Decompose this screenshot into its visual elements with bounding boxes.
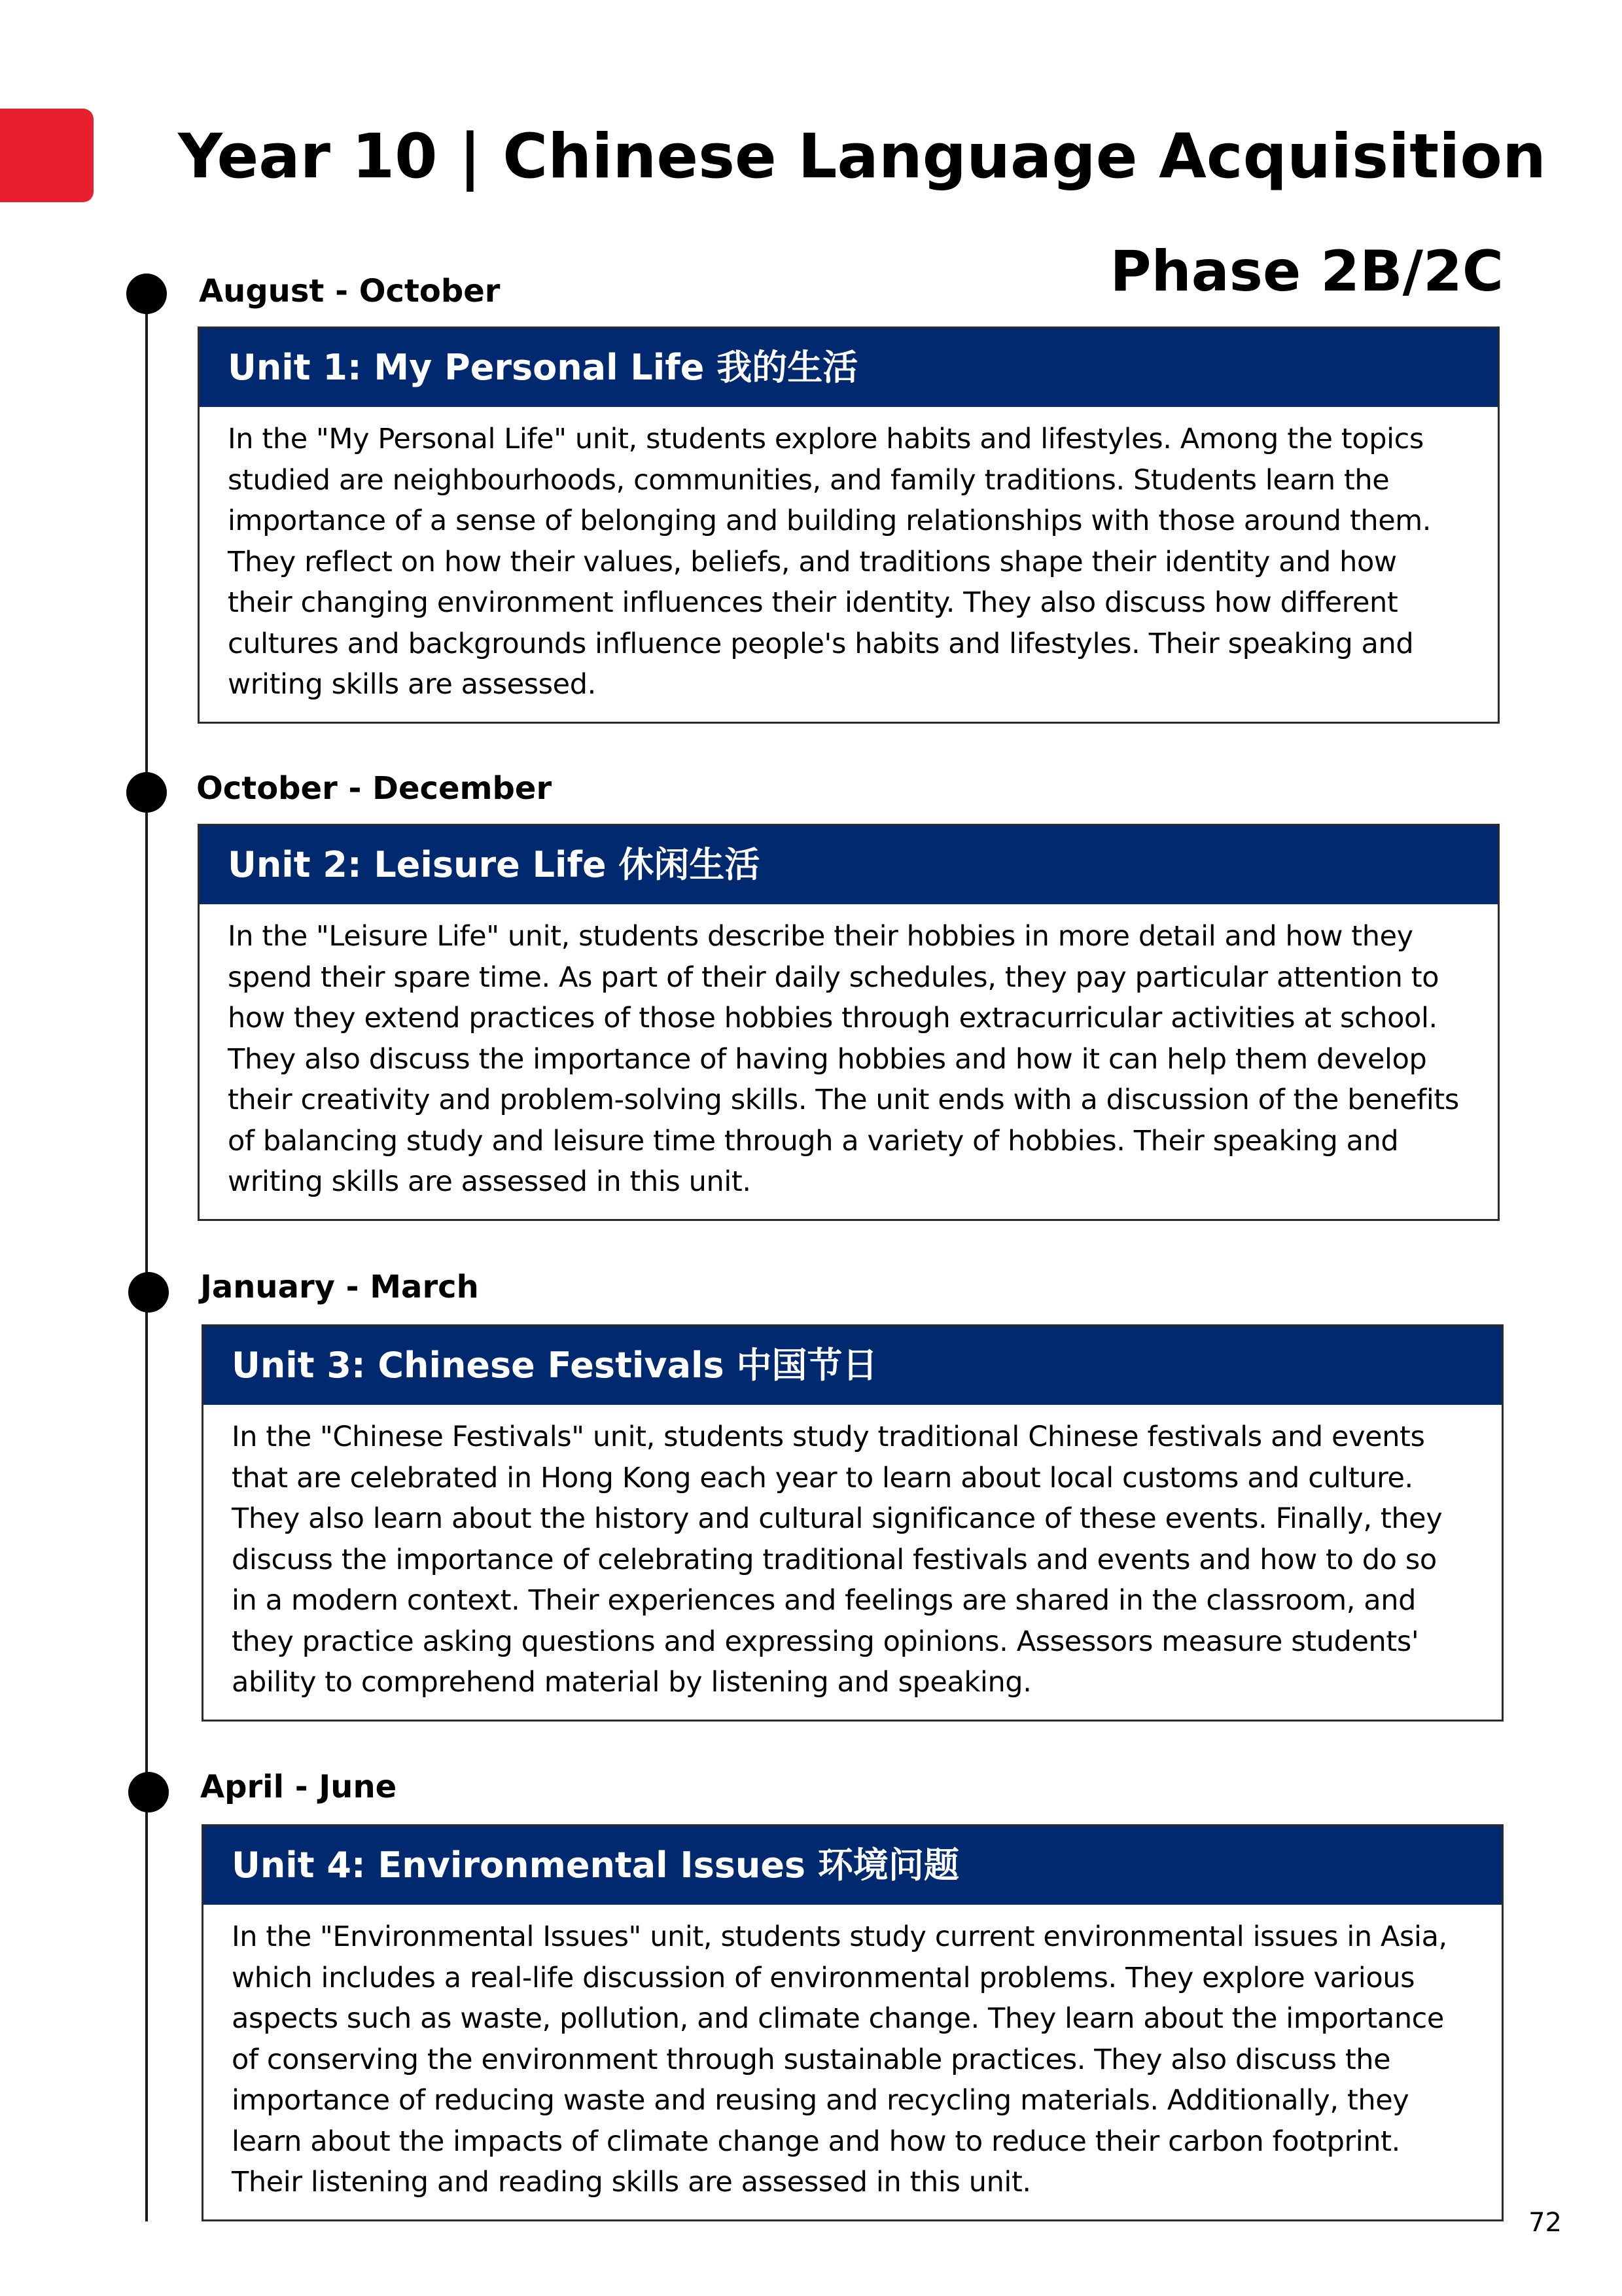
description-line: which includes a real-life discussion of environmental problems. They explore various	[232, 1961, 1415, 1994]
description-line: of balancing study and leisure time through a variety of hobbies. Their speaking and	[228, 1124, 1399, 1157]
description-line: learn about the impacts of climate change and how to reduce their carbon footprint.	[232, 2125, 1400, 2158]
description-line: importance of reducing waste and reusing and recycling materials. Additionally, they	[232, 2084, 1409, 2117]
timeline-dot	[126, 274, 167, 314]
description-line: writing skills are assessed in this unit.	[228, 1165, 751, 1198]
description-line: ability to comprehend material by listening and speaking.	[232, 1666, 1032, 1699]
description-line: writing skills are assessed.	[228, 668, 596, 701]
timeline-dot	[126, 772, 167, 813]
unit-title: Unit 2: Leisure Life 休闲生活	[200, 826, 1498, 904]
description-line: how they extend practices of those hobbies through extracurricular activities at school.	[228, 1002, 1437, 1034]
description-line: their creativity and problem-solving skills. The unit ends with a discussion of the benefits	[228, 1084, 1459, 1116]
unit-description	[203, 1905, 1502, 2203]
unit-card	[202, 1824, 1504, 2221]
description-line: In the "Leisure Life" unit, students describe their hobbies in more detail and how they	[228, 920, 1413, 953]
description-line: discuss the importance of celebrating traditional festivals and events and how to do so	[232, 1543, 1437, 1576]
description-line: Their listening and reading skills are assessed in this unit.	[232, 2166, 1031, 2199]
timeline-dot	[128, 1772, 169, 1812]
description-line: In the "My Personal Life" unit, students explore habits and lifestyles. Among the topics	[228, 423, 1424, 455]
description-line: studied are neighbourhoods, communities, and family traditions. Students learn the	[228, 463, 1390, 497]
description-line: spend their spare time. As part of their daily schedules, they pay particular attention to	[228, 961, 1439, 994]
date-range: October - December	[196, 770, 552, 807]
unit-card	[198, 327, 1500, 724]
description-line: They reflect on how their values, beliefs, and traditions shape their identity and how	[228, 545, 1397, 578]
description-line: They also discuss the importance of having hobbies and how it can help them develop	[228, 1042, 1427, 1076]
unit-title: Unit 3: Chinese Festivals 中国节日	[203, 1326, 1502, 1405]
phase-label: Phase 2B/2C	[1110, 239, 1504, 304]
date-range: January - March	[200, 1269, 479, 1305]
unit-description	[200, 407, 1498, 705]
unit-title: Unit 4: Environmental Issues 环境问题	[203, 1826, 1502, 1905]
description-line: In the "Chinese Festivals" unit, students study traditional Chinese festivals and events	[232, 1421, 1425, 1453]
unit-card	[202, 1324, 1504, 1722]
timeline-line	[145, 275, 148, 2221]
timeline-dot	[128, 1272, 169, 1313]
unit-description	[203, 1405, 1502, 1703]
unit-title: Unit 1: My Personal Life 我的生活	[200, 328, 1498, 407]
description-line: of conserving the environment through sustainable practices. They also discuss the	[232, 2043, 1391, 2076]
description-line: cultures and backgrounds influence people's habits and lifestyles. Their speaking and	[228, 627, 1414, 660]
page-number: 72	[1528, 2208, 1562, 2238]
unit-description	[200, 904, 1498, 1203]
unit-card	[198, 824, 1500, 1221]
description-line: they practice asking questions and expressing opinions. Assessors measure students'	[232, 1625, 1419, 1658]
description-line: their changing environment influences their identity. They also discuss how different	[228, 586, 1398, 619]
description-line: importance of a sense of belonging and building relationships with those around them.	[228, 504, 1432, 537]
date-range: April - June	[200, 1769, 397, 1805]
description-line: that are celebrated in Hong Kong each year to learn about local customs and culture.	[232, 1461, 1413, 1494]
description-line: in a modern context. Their experiences and feelings are shared in the classroom, and	[232, 1584, 1416, 1617]
description-line: They also learn about the history and cultural significance of these events. Finally, they	[232, 1502, 1443, 1535]
description-line: aspects such as waste, pollution, and climate change. They learn about the importance	[232, 2002, 1444, 2035]
red-tab-marker	[0, 109, 94, 202]
description-line: In the "Environmental Issues" unit, students study current environmental issues in Asia,	[232, 1920, 1447, 1953]
date-range: August - October	[199, 273, 501, 309]
page-title: Year 10 | Chinese Language Acquisition	[178, 121, 1546, 192]
